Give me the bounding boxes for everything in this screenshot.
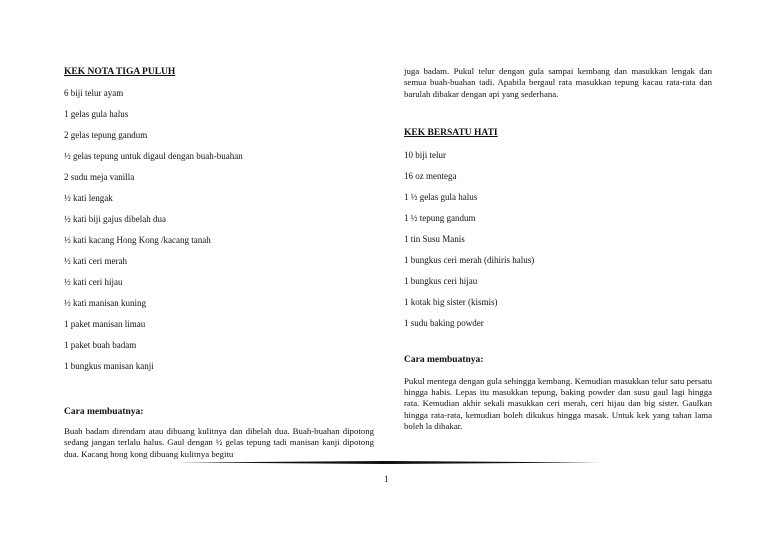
decorative-divider (176, 461, 601, 464)
ingredient-line: ½ kati ceri merah (64, 256, 127, 266)
ingredient-line: 10 biji telur (404, 149, 446, 160)
ingredient-line: 1 tin Susu Manis (404, 233, 465, 244)
ingredient-line: 2 sudu meja vanilla (64, 172, 135, 182)
ingredient-line: ½ kati ceri hijau (64, 277, 123, 287)
ingredient-line: ½ kati biji gajus dibelah dua (64, 214, 166, 224)
method-paragraph: Pukul mentega dengan gula sehingga kembang. Kemudian masukkan telur satu persatu hingga habis. Lepas itu masukkan tepung, baking powder dan susu gaul lagi hingga rata. Kemudian akhir sekali masukkan ceri merah, ceri hijau dan big sister. Gaulkan hingga rata-rata, kemudian boleh dikukus hingga masak. Untuk kek yang tahan lama boleh la dibakar. (404, 375, 712, 432)
ingredient-line: ½ kati manisan kuning (64, 298, 146, 308)
ingredient-line: 1 ½ gelas gula halus (404, 191, 478, 202)
method-heading: Cara membuatnya: (404, 354, 484, 365)
ingredient-line: 16 oz mentega (404, 170, 457, 181)
ingredient-line: 1 paket buah badam (64, 340, 137, 350)
ingredient-line: ½ kati kacang Hong Kong /kacang tanah (64, 235, 211, 245)
ingredient-line: 1 paket manisan limau (64, 319, 146, 329)
ingredient-line: 1 bungkus manisan kanji (64, 361, 154, 371)
ingredient-line: 2 gelas tepung gandum (64, 130, 148, 140)
ingredient-line: 1 ½ tepung gandum (404, 212, 476, 223)
left-column (64, 66, 374, 460)
ingredient-line: ½ gelas tepung untuk digaul dengan buah-buahan (64, 151, 243, 161)
ingredient-line: ½ kati lengak (64, 193, 113, 203)
ingredient-line: 1 kotak big sister (kismis) (404, 296, 498, 307)
ingredient-line: 6 biji telur ayam (64, 88, 124, 98)
page-number: 1 (384, 474, 389, 484)
ingredient-line: 1 gelas gula halus (64, 109, 129, 119)
ingredient-line: 1 sudu baking powder (404, 317, 484, 328)
ingredient-line: 1 bungkus ceri merah (dihiris halus) (404, 254, 535, 265)
continuation-paragraph: juga badam. Pukul telur dengan gula sampai kembang dan masukkan lengak dan semua buah-buahan tadi. Apabila bergaul rata masukkan tepung kacau rata-rata dan barulah dibakar dengan api yang sederhana. (404, 66, 712, 99)
method-heading: Cara membuatnya: (64, 407, 144, 417)
ingredient-line: 1 bungkus ceri hijau (404, 275, 478, 286)
right-column (404, 66, 712, 432)
recipe-title-kek-bersatu-hati: KEK BERSATU HATI (404, 127, 498, 138)
method-paragraph: Buah badam direndam atau dibuang kulitnya dan dibelah dua. Buah-buahan dipotong sedang jangan terlalu halus. Gaul dengan ½ gelas tepung tadi manisan kanji dipotong dua. Kacang hong kong dibuang kulitnya begitu (64, 426, 374, 459)
recipe-title-kek-nota-tiga-puluh: KEK NOTA TIGA PULUH (64, 67, 176, 77)
